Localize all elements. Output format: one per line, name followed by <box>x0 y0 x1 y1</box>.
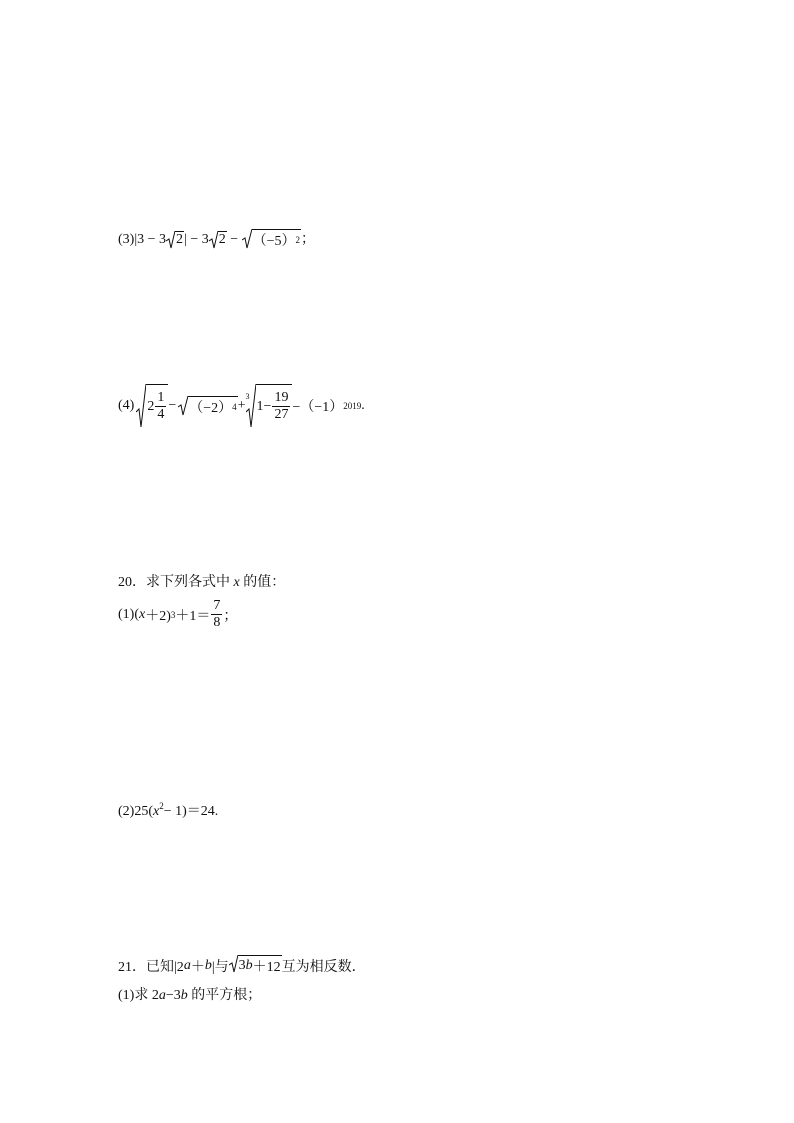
fraction: $\frac{1}{4}$ <box>157 390 165 422</box>
problem-20-title: 20．求下列各式中 x 的值： <box>118 575 286 590</box>
sqrt-symbol: 3 b ＋12 <box>229 955 282 976</box>
problem-label: (4) <box>118 398 135 413</box>
cube-root-symbol: 1− $\frac{19}{27}$ <box>246 384 293 428</box>
problem-21-1: (1)求 2a−3b 的平方根； <box>118 988 262 1003</box>
sqrt-symbol: 2 <box>166 231 184 249</box>
problem-label: (3) <box>118 232 135 247</box>
sqrt-symbol: （−2） 4 <box>178 396 237 417</box>
problem-20-2: $(2)25(x^2- 1)=24$. <box>118 801 219 819</box>
fraction: $\frac{19}{27}$ <box>274 390 289 422</box>
sqrt-symbol: 2 <box>209 231 227 249</box>
cube-root-index: 3 <box>245 391 250 401</box>
problem-19-3: (3)|3 − 3 2 | − 3 2 − （−5） 2 ； <box>118 228 315 250</box>
sqrt-symbol: （−5） 2 <box>242 229 301 250</box>
problem-21-title: 21．已知|2 a ＋ b |与 3 b ＋12 互为相反数． <box>118 955 366 976</box>
fraction: $\frac{7}{8}$ <box>213 598 221 630</box>
problem-20-1: (1)( x ＋2) 3 ＋1＝ $\frac{7}{8}$ ； <box>118 598 238 630</box>
sqrt-symbol: 2 $\frac{1}{4}$ <box>136 384 168 428</box>
problem-19-4: (4) 2 $\frac{1}{4}$ − （−2） 4 + 3 1− $\frac{19}{27}$ −（−1） 2019 . <box>118 384 365 428</box>
